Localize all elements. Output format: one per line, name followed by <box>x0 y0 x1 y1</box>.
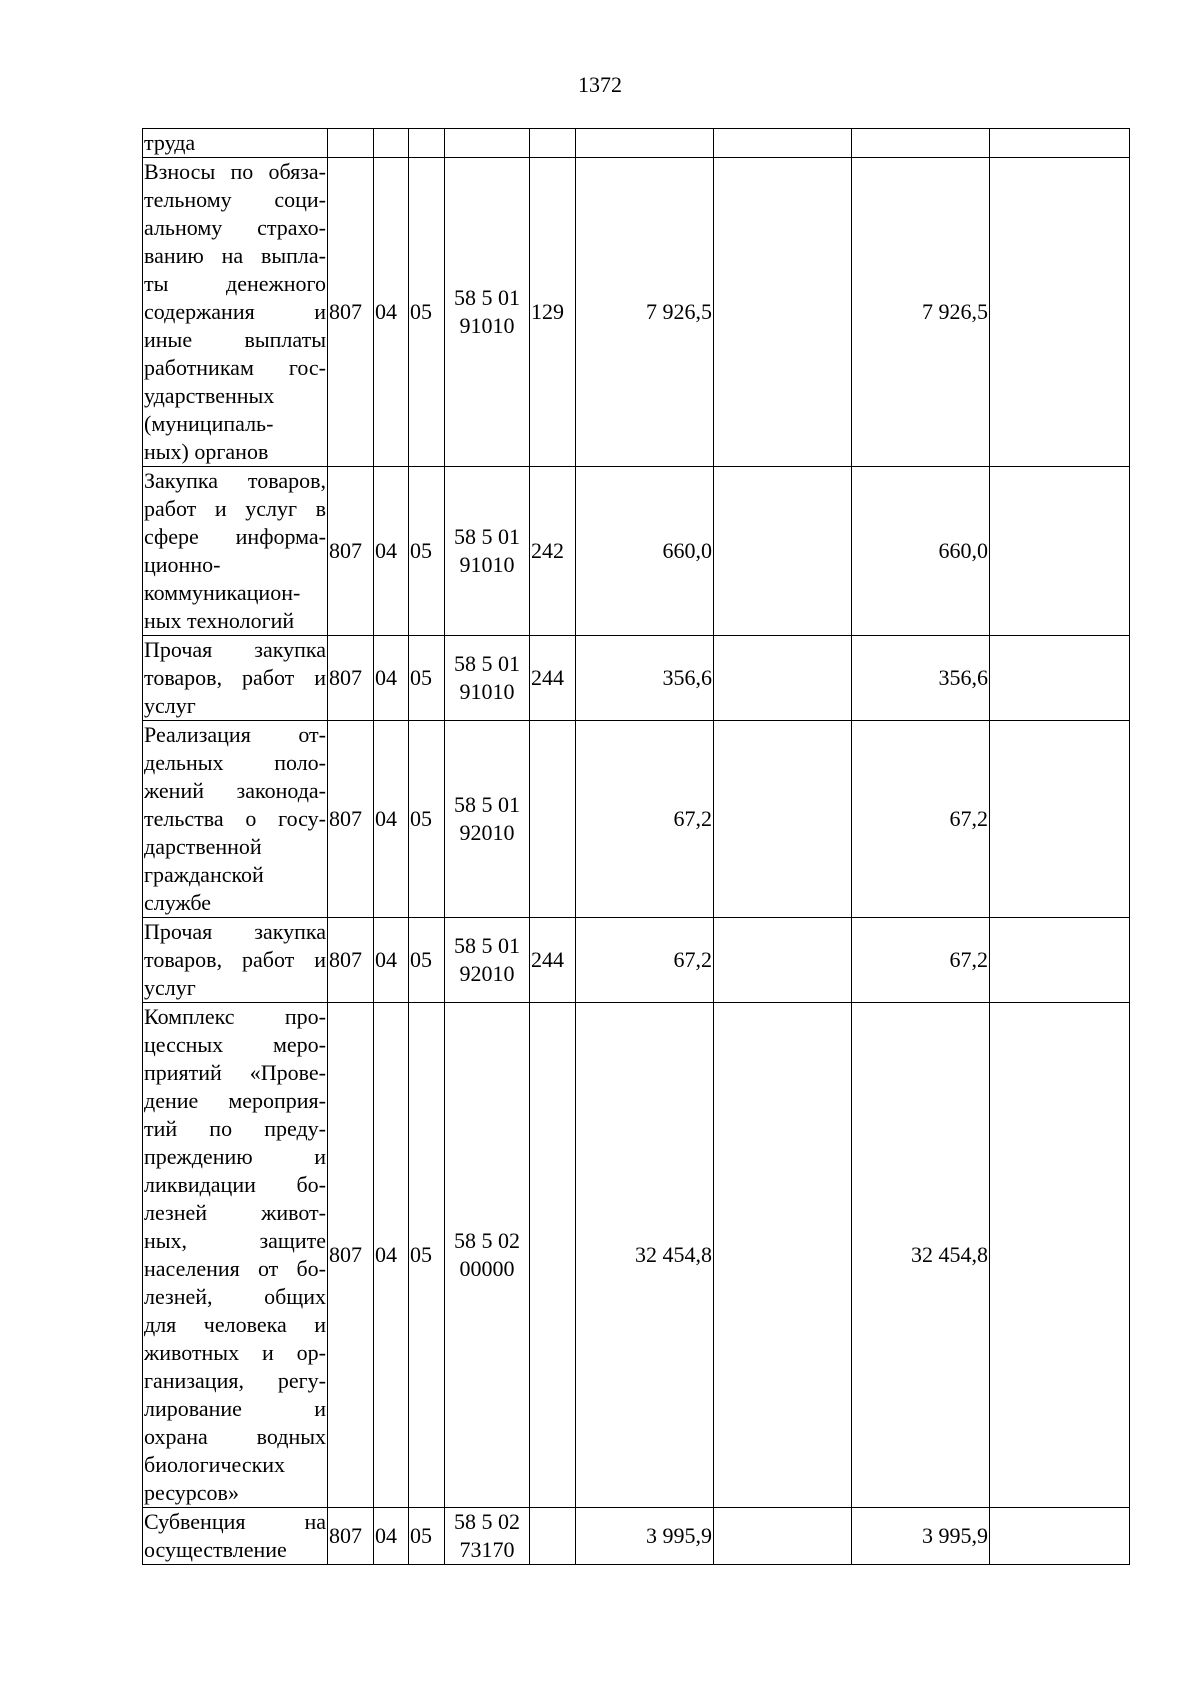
description-line: для человека и <box>144 1312 326 1337</box>
description-line: Прочая закупка <box>144 637 326 662</box>
subsection-code: 05 <box>409 1003 445 1508</box>
description-line: тельства о госу- <box>144 806 326 831</box>
description-line: населения от бо- <box>144 1256 326 1281</box>
section-code: 04 <box>374 918 409 1003</box>
description-line: цессных меро- <box>144 1032 326 1057</box>
target-item-code-part: 91010 <box>459 552 515 577</box>
section-code <box>374 129 409 158</box>
description-line: ционно- <box>144 552 221 577</box>
ministry-code: 807 <box>328 1003 374 1508</box>
expense-type-code <box>530 1508 576 1565</box>
description-line: иные выплаты <box>144 327 326 352</box>
table-row <box>143 721 1130 918</box>
amount-cell-1: 67,2 <box>576 918 714 1003</box>
description-line: труда <box>144 130 196 155</box>
target-item-code-part: 58 5 01 <box>454 792 520 817</box>
row-description <box>143 636 328 721</box>
description-line: дарственной <box>144 834 262 859</box>
description-line: ных) органов <box>144 439 269 464</box>
description-line: ванию на выпла- <box>144 243 326 268</box>
amount-cell-2 <box>714 918 852 1003</box>
budget-table <box>142 128 1130 1565</box>
description-line: Комплекс про- <box>144 1004 326 1029</box>
description-line: альному страхо- <box>144 215 326 240</box>
description-line: службе <box>144 890 212 915</box>
amount-cell-3: 67,2 <box>852 918 990 1003</box>
description-line: Прочая закупка <box>144 919 326 944</box>
amount-cell-1: 356,6 <box>576 636 714 721</box>
description-line: ты денежного <box>144 271 326 296</box>
expense-type-code: 129 <box>530 158 576 467</box>
target-item-code <box>445 918 530 1003</box>
target-item-code <box>445 467 530 636</box>
table-row <box>143 129 1130 158</box>
expense-type-code <box>530 1003 576 1508</box>
description-line: ных, защите <box>144 1228 326 1253</box>
description-line: ударственных <box>144 383 275 408</box>
amount-cell-1: 7 926,5 <box>576 158 714 467</box>
amount-cell-3: 7 926,5 <box>852 158 990 467</box>
row-description <box>143 1508 328 1565</box>
target-item-code-part: 92010 <box>459 961 515 986</box>
target-item-code <box>445 636 530 721</box>
description-line: (муниципаль- <box>144 411 274 436</box>
subsection-code <box>409 129 445 158</box>
table-row <box>143 918 1130 1003</box>
amount-cell-4 <box>990 129 1130 158</box>
ministry-code: 807 <box>328 721 374 918</box>
description-line: животных и ор- <box>144 1340 326 1365</box>
amount-cell-4 <box>990 467 1130 636</box>
amount-cell-4 <box>990 918 1130 1003</box>
description-line: жений законода- <box>144 778 326 803</box>
row-description <box>143 129 328 158</box>
target-item-code-part: 58 5 02 <box>454 1228 520 1253</box>
amount-cell-4 <box>990 158 1130 467</box>
expense-type-code <box>530 721 576 918</box>
description-line: ликвидации бо- <box>144 1172 326 1197</box>
amount-cell-3: 3 995,9 <box>852 1508 990 1565</box>
amount-cell-2 <box>714 721 852 918</box>
target-item-code-part: 58 5 01 <box>454 651 520 676</box>
description-line: лезней живот- <box>144 1200 326 1225</box>
table-row <box>143 158 1130 467</box>
amount-cell-4 <box>990 636 1130 721</box>
amount-cell-1: 660,0 <box>576 467 714 636</box>
expense-type-code <box>530 129 576 158</box>
target-item-code-part: 92010 <box>459 820 515 845</box>
description-line: приятий «Прове- <box>144 1060 326 1085</box>
description-line: сфере информа- <box>144 524 326 549</box>
description-line: услуг <box>144 975 196 1000</box>
amount-cell-2 <box>714 467 852 636</box>
target-item-code-part: 58 5 01 <box>454 285 520 310</box>
description-line: работникам гос- <box>144 355 326 380</box>
amount-cell-4 <box>990 721 1130 918</box>
description-line: лирование и <box>144 1396 326 1421</box>
subsection-code: 05 <box>409 636 445 721</box>
section-code: 04 <box>374 158 409 467</box>
amount-cell-1: 3 995,9 <box>576 1508 714 1565</box>
subsection-code: 05 <box>409 467 445 636</box>
amount-cell-4 <box>990 1003 1130 1508</box>
target-item-code-part: 58 5 01 <box>454 933 520 958</box>
table-row <box>143 1508 1130 1565</box>
description-line: дельных поло- <box>144 750 326 775</box>
target-item-code-part: 73170 <box>459 1537 515 1562</box>
description-line: работ и услуг в <box>144 496 326 521</box>
page-number: 1372 <box>578 72 622 97</box>
target-item-code <box>445 158 530 467</box>
target-item-code-part: 00000 <box>459 1256 515 1281</box>
ministry-code: 807 <box>328 467 374 636</box>
row-description <box>143 467 328 636</box>
description-line: услуг <box>144 693 196 718</box>
description-line: ганизация, регу- <box>144 1368 326 1393</box>
description-line: Взносы по обяза- <box>144 159 326 184</box>
target-item-code-part: 91010 <box>459 313 515 338</box>
amount-cell-4 <box>990 1508 1130 1565</box>
section-code: 04 <box>374 467 409 636</box>
amount-cell-2 <box>714 1508 852 1565</box>
target-item-code <box>445 1003 530 1508</box>
description-line: биологических <box>144 1452 286 1477</box>
description-line: Субвенция на <box>144 1509 326 1534</box>
amount-cell-2 <box>714 158 852 467</box>
table-row <box>143 1003 1130 1508</box>
amount-cell-3 <box>852 129 990 158</box>
ministry-code: 807 <box>328 158 374 467</box>
table-row <box>143 467 1130 636</box>
amount-cell-3: 32 454,8 <box>852 1003 990 1508</box>
amount-cell-2 <box>714 129 852 158</box>
ministry-code: 807 <box>328 1508 374 1565</box>
amount-cell-3: 67,2 <box>852 721 990 918</box>
section-code: 04 <box>374 636 409 721</box>
subsection-code: 05 <box>409 1508 445 1565</box>
amount-cell-3: 356,6 <box>852 636 990 721</box>
description-line: лезней, общих <box>144 1284 326 1309</box>
description-line: ресурсов» <box>144 1480 239 1505</box>
target-item-code-part: 91010 <box>459 679 515 704</box>
budget-table-body <box>143 129 1130 1565</box>
description-line: гражданской <box>144 862 264 887</box>
amount-cell-1: 67,2 <box>576 721 714 918</box>
row-description <box>143 918 328 1003</box>
table-row <box>143 636 1130 721</box>
subsection-code: 05 <box>409 721 445 918</box>
expense-type-code: 244 <box>530 636 576 721</box>
amount-cell-2 <box>714 636 852 721</box>
section-code: 04 <box>374 721 409 918</box>
expense-type-code: 244 <box>530 918 576 1003</box>
amount-cell-2 <box>714 1003 852 1508</box>
description-line: тельному соци- <box>144 187 326 212</box>
description-line: коммуникацион- <box>144 580 301 605</box>
subsection-code: 05 <box>409 918 445 1003</box>
description-line: тий по преду- <box>144 1116 326 1141</box>
description-line: ных технологий <box>144 608 295 633</box>
row-description <box>143 158 328 467</box>
description-line: Реализация от- <box>144 722 326 747</box>
subsection-code: 05 <box>409 158 445 467</box>
section-code: 04 <box>374 1508 409 1565</box>
amount-cell-1 <box>576 129 714 158</box>
amount-cell-1: 32 454,8 <box>576 1003 714 1508</box>
description-line: осуществление <box>144 1537 287 1562</box>
description-line: товаров, работ и <box>144 947 326 972</box>
target-item-code-part: 58 5 01 <box>454 524 520 549</box>
description-line: дение мероприя- <box>144 1088 326 1113</box>
ministry-code <box>328 129 374 158</box>
row-description <box>143 1003 328 1508</box>
section-code: 04 <box>374 1003 409 1508</box>
expense-type-code: 242 <box>530 467 576 636</box>
description-line: товаров, работ и <box>144 665 326 690</box>
target-item-code <box>445 1508 530 1565</box>
description-line: Закупка товаров, <box>144 468 326 493</box>
amount-cell-3: 660,0 <box>852 467 990 636</box>
row-description <box>143 721 328 918</box>
description-line: охрана водных <box>144 1424 326 1449</box>
description-line: содержания и <box>144 299 326 324</box>
target-item-code <box>445 721 530 918</box>
target-item-code <box>445 129 530 158</box>
description-line: преждению и <box>144 1144 326 1169</box>
ministry-code: 807 <box>328 636 374 721</box>
ministry-code: 807 <box>328 918 374 1003</box>
target-item-code-part: 58 5 02 <box>454 1509 520 1534</box>
